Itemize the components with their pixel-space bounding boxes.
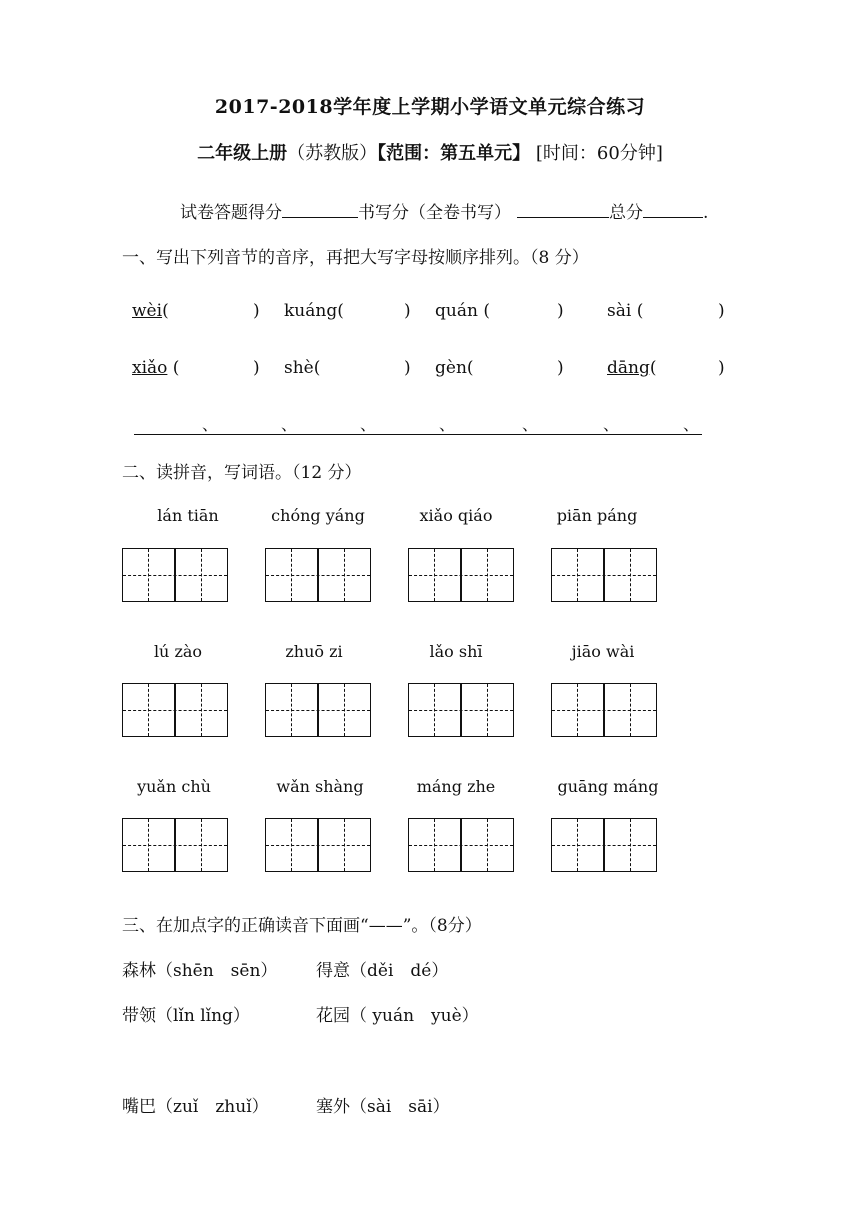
score-end-mark: . <box>703 203 709 223</box>
writing-score-label: 书写分（全卷书写） <box>358 203 511 223</box>
writing-score-blank[interactable] <box>517 199 609 218</box>
subtitle-grade: 二年级上册 <box>197 143 288 164</box>
section2-heading: 二、读拼音，写词语。（12 分） <box>122 463 362 483</box>
subtitle-edition: （苏教版） <box>287 143 378 164</box>
answer-score-blank[interactable] <box>282 199 358 218</box>
score-line <box>180 198 708 223</box>
syllable-gen: gèn( <box>435 358 474 378</box>
subtitle-time: [时间：60分钟] <box>535 143 663 164</box>
pinyin-word: máng zhe <box>416 777 496 796</box>
syllable-quan: quán ( <box>435 301 490 321</box>
writing-box[interactable] <box>122 683 228 737</box>
reading-item: 花园（ yuán yuè） <box>316 1006 479 1026</box>
reading-item: 嘴巴（zuǐ zhuǐ） <box>122 1097 269 1117</box>
pinyin-word: chóng yáng <box>271 506 365 525</box>
pinyin-word: piān páng <box>556 506 638 525</box>
reading-item: 塞外（sài sāi） <box>316 1097 450 1117</box>
writing-box[interactable] <box>408 548 514 602</box>
answer-score-label: 试卷答题得分 <box>180 203 282 223</box>
writing-box[interactable] <box>122 548 228 602</box>
pinyin-word: jiāo wài <box>571 642 635 661</box>
writing-box[interactable] <box>408 683 514 737</box>
pinyin-word: guāng máng <box>557 777 659 796</box>
writing-box[interactable] <box>408 818 514 872</box>
reading-item: 得意（děi dé） <box>316 961 449 981</box>
section3-heading: 三、在加点字的正确读音下面画“——”。（8分） <box>122 916 482 936</box>
section1-heading: 一、写出下列音节的音序，再把大写字母按顺序排列。（8 分） <box>122 248 589 268</box>
subtitle-range: 【范围：第五单元】 <box>377 143 531 164</box>
order-answer-line[interactable]: 、 、 、 、 、 、 、 <box>134 418 702 435</box>
writing-box[interactable] <box>551 818 657 872</box>
pinyin-word: lú zào <box>153 642 203 661</box>
syllable-wei: wèi( <box>132 301 169 321</box>
writing-box[interactable] <box>265 548 371 602</box>
syllable-kuang: kuáng( <box>284 301 344 321</box>
syllable-xiao: xiǎo ( <box>132 358 180 378</box>
page-title: 2017-2018学年度上学期小学语文单元综合练习 <box>214 96 646 118</box>
writing-box[interactable] <box>265 818 371 872</box>
writing-box[interactable] <box>551 683 657 737</box>
total-score-label: 总分 <box>609 203 643 223</box>
pinyin-word: wǎn shàng <box>276 777 364 796</box>
reading-item: 带领（lǐn lǐng） <box>122 1006 250 1026</box>
pinyin-word: lán tiān <box>157 506 219 525</box>
syllable-dang: dāng( <box>607 358 657 378</box>
pinyin-word: lǎo shī <box>429 642 483 661</box>
pinyin-word: yuǎn chù <box>137 777 211 796</box>
subtitle <box>0 139 860 165</box>
writing-box[interactable] <box>122 818 228 872</box>
pinyin-word: xiǎo qiáo <box>419 506 493 525</box>
reading-item: 森林（shēn sēn） <box>122 961 278 981</box>
pinyin-word: zhuō zi <box>285 642 343 661</box>
writing-box[interactable] <box>265 683 371 737</box>
syllable-she: shè( <box>284 358 321 378</box>
syllable-sai: sài ( <box>607 301 644 321</box>
writing-box[interactable] <box>551 548 657 602</box>
total-score-blank[interactable] <box>643 199 703 218</box>
